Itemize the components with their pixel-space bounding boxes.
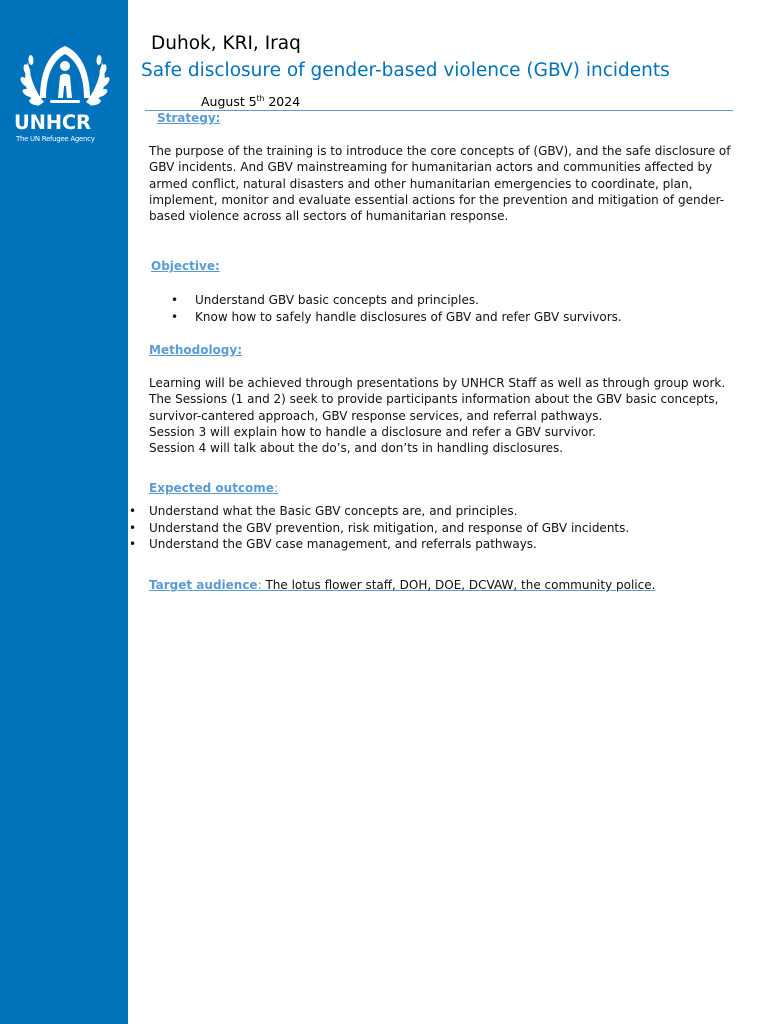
bullet-icon: •	[129, 520, 137, 535]
unhcr-wordmark: UNHCR	[14, 111, 91, 134]
target-audience-heading: Target audience	[149, 578, 258, 592]
methodology-line: Session 3 will explain how to handle a disclosure and refer a GBV survivor.	[149, 424, 596, 439]
date-year: 2024	[264, 94, 301, 110]
list-item: • Know how to safely handle disclosures of GBV and refer GBV survivors.	[171, 309, 622, 324]
list-item: • Understand what the Basic GBV concepts are, and principles.	[129, 504, 518, 518]
sidebar-band	[0, 0, 128, 1024]
expected-outcome-heading: Expected outcome:	[149, 481, 278, 495]
target-audience-text: The lotus flower staff, DOH, DOE, DCVAW, the community police.	[261, 578, 656, 592]
date-ordinal: th	[256, 94, 265, 103]
methodology-heading: Methodology:	[149, 343, 243, 357]
list-item: • Understand the GBV prevention, risk mitigation, and response of GBV incidents.	[129, 520, 630, 535]
strategy-text: The purpose of the training is to introduce the core concepts of (GBV), and the safe disclosure of GBV incidents. And GBV mainstreaming for humanitarian actors and communities affected by armed conflict, natural disasters and other humanitarian emergencies to coordinate, plan, implement, monitor and evaluate essential actions for the prevention and mitigation of gender-based violence across all sectors of humanitarian response.	[149, 144, 731, 224]
methodology-line: Session 4 will talk about the do’s, and don’ts in handling disclosures.	[149, 441, 564, 456]
bullet-icon: •	[129, 537, 137, 551]
methodology-line: Learning will be achieved through presentations by UNHCR Staff as well as through group work. The Sessions (1 and 2) seek to provide participants information about the GBV basic concepts, survivor-cantered approach, GBV response services, and referral pathways.	[149, 376, 726, 423]
header-divider	[145, 110, 733, 111]
date-day: August 5	[201, 94, 257, 110]
methodology-text	[149, 375, 739, 456]
list-item: • Understand the GBV case management, and referrals pathways.	[129, 537, 537, 551]
document-date	[201, 94, 300, 109]
bullet-icon: •	[171, 309, 179, 324]
page-title: Safe disclosure of gender-based violence (GBV) incidents	[141, 60, 670, 81]
bullet-icon: •	[171, 293, 179, 307]
bullet-icon: •	[129, 504, 137, 518]
unhcr-emblem-icon	[20, 40, 110, 112]
expected-outcome-list	[128, 503, 629, 553]
unhcr-tagline: The UN Refugee Agency	[16, 135, 95, 143]
objective-heading: Objective:	[151, 259, 220, 273]
target-audience-line: Target audience: The lotus flower staff, DOH, DOE, DCVAW, the community police.	[149, 578, 656, 592]
objective-list	[171, 292, 622, 325]
location-heading: Duhok, KRI, Iraq	[151, 33, 301, 54]
list-item: • Understand GBV basic concepts and principles.	[171, 293, 479, 307]
strategy-heading: Strategy:	[157, 111, 221, 125]
